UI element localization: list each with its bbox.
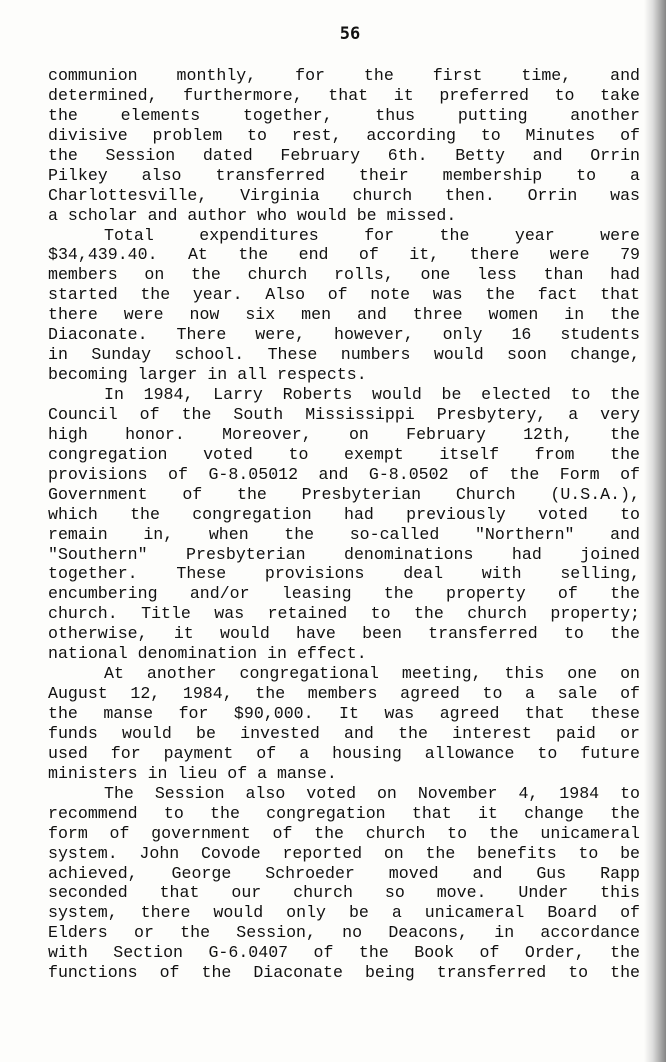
text-line: ministers in lieu of a manse. [48,763,337,783]
text-line: started the year. Also of note was the fact that [48,285,640,305]
text-line: becoming larger in all respects. [48,365,367,385]
page-number: 56 [339,24,361,44]
text-line: achieved, George Schroeder moved and Gus Rapp [48,863,640,883]
text-line: Council of the South Mississippi Presbytery, a very [48,404,640,424]
text-line: form of government of the church to the unicameral [48,823,640,843]
body-text [48,66,640,983]
text-line: provisions of G-8.05012 and G-8.0502 of the Form of [48,464,640,484]
text-line: used for payment of a housing allowance to future [48,743,640,763]
text-line: communion monthly, for the first time, and [48,66,640,85]
text-line: August 12, 1984, the members agreed to a sale of [48,684,640,704]
text-line: determined, furthermore, that it preferred to take [48,85,640,105]
text-line: in Sunday school. These numbers would soon change, [48,345,640,365]
text-line: there were now six men and three women in the [48,305,640,325]
text-line: Elders or the Session, no Deacons, in accordance [48,923,640,943]
text-line: system. John Covode reported on the benefits to be [48,843,640,863]
text-line: the manse for $90,000. It was agreed that these [48,704,640,723]
text-line: divisive problem to rest, according to Minutes of [48,125,640,145]
text-line: Total expenditures for the year were [104,225,640,245]
text-line: recommend to the congregation that it change the [48,803,640,823]
text-line: funds would be invested and the interest paid or [48,723,640,743]
text-line: members on the church rolls, one less than had [48,265,640,285]
text-line: church. Title was retained to the church property; [48,604,640,624]
text-line: Diaconate. There were, however, only 16 students [48,325,640,345]
text-line: which the congregation had previously voted to [48,504,640,524]
text-line: Government of the Presbyterian Church (U.S.A.), [48,484,640,504]
text-line: the Session dated February 6th. Betty and Orrin [48,145,640,165]
page-edge-shadow [644,0,666,1062]
text-line: $34,439.40. At the end of it, there were 79 [48,245,640,265]
text-line: At another congregational meeting, this one on [104,664,640,684]
text-line: Pilkey also transferred their membership to a [48,165,640,185]
text-line: seconded that our church so move. Under this [48,883,640,903]
text-line: The Session also voted on November 4, 1984 to [104,783,640,803]
text-line: the elements together, thus putting another [48,105,640,125]
text-line: encumbering and/or leasing the property of the [48,584,640,604]
text-line: with Section G-6.0407 of the Book of Order, the [48,943,640,963]
text-line: functions of the Diaconate being transferred to the [48,963,640,983]
text-line: together. These provisions deal with selling, [48,564,640,584]
text-line: "Southern" Presbyterian denominations had joined [48,544,640,564]
text-line: a scholar and author who would be missed. [48,205,457,225]
text-line: In 1984, Larry Roberts would be elected to the [104,385,640,404]
text-line: otherwise, it would have been transferred to the [48,624,640,644]
text-line: remain in, when the so-called "Northern" and [48,524,640,544]
text-line: congregation voted to exempt itself from the [48,444,640,464]
text-line: Charlottesville, Virginia church then. Orrin was [48,185,640,205]
text-line: national denomination in effect. [48,644,367,664]
text-line: system, there would only be a unicameral Board of [48,903,640,923]
text-line: high honor. Moreover, on February 12th, the [48,424,640,444]
